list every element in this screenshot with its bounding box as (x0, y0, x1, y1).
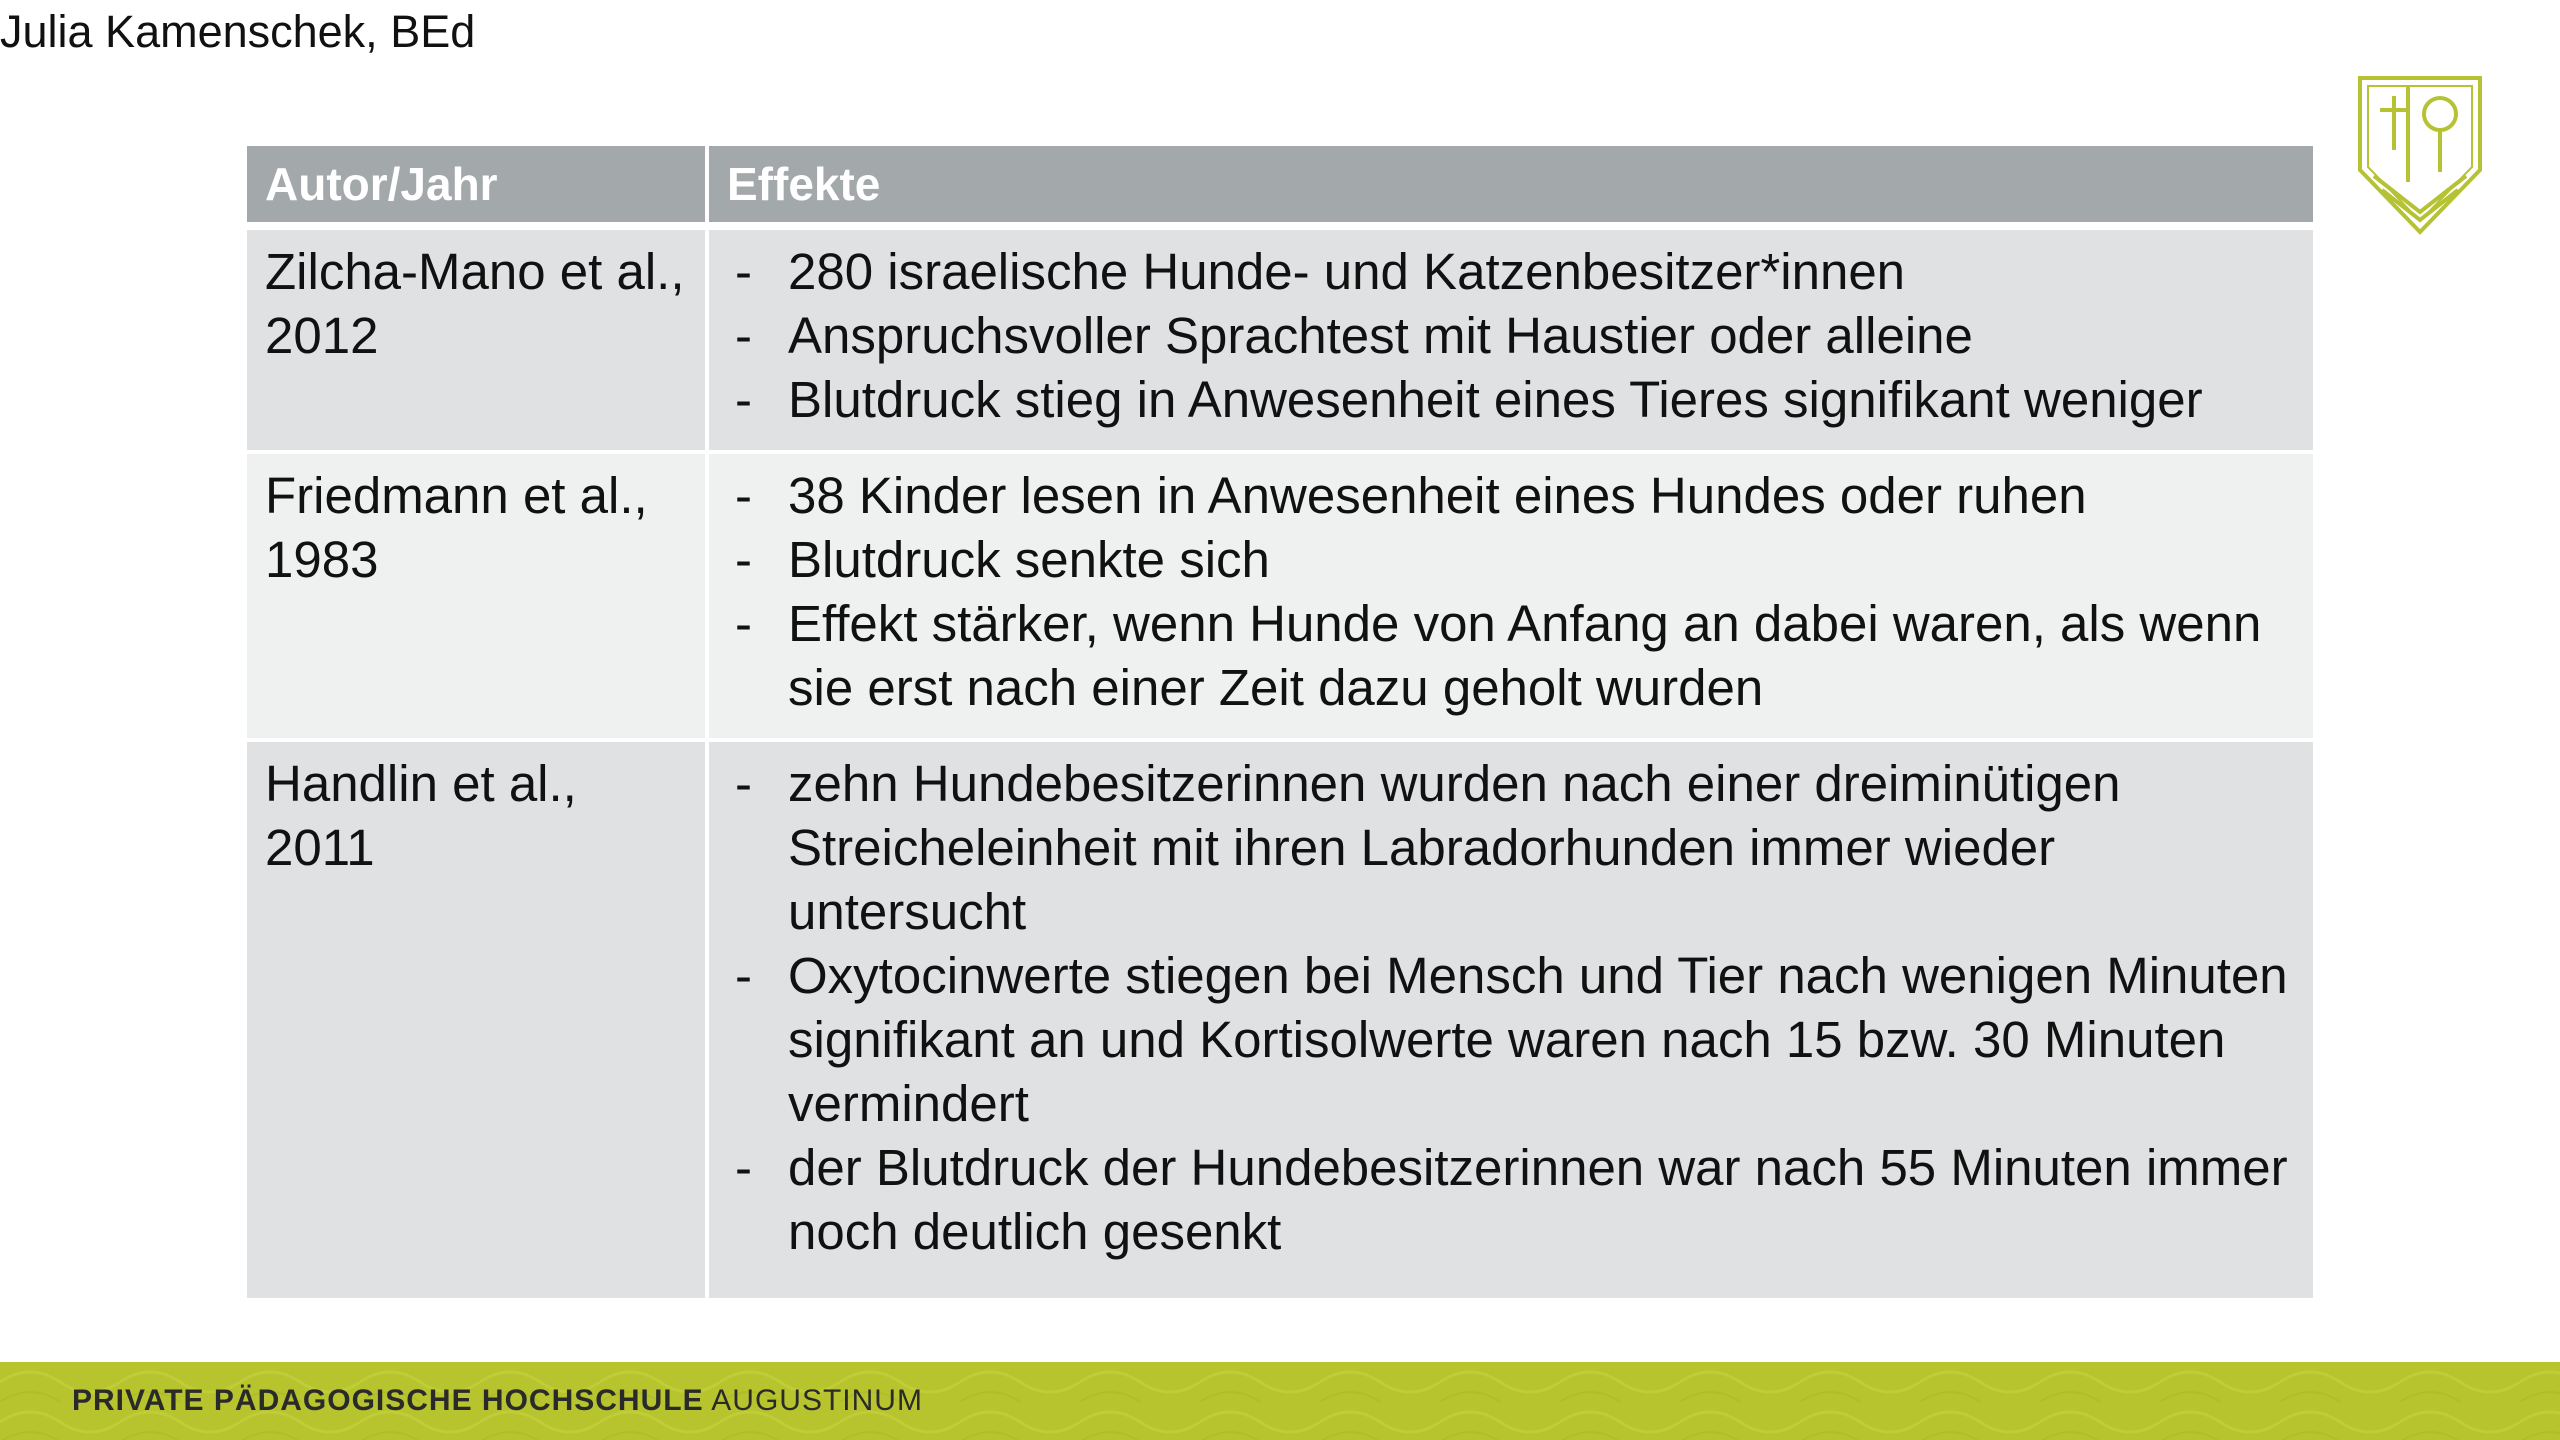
bullet-dash: - (735, 531, 752, 588)
author-year-cell: Handlin et al., 2011 (247, 740, 707, 1300)
effect-item (727, 464, 2295, 528)
effect-item (727, 304, 2295, 368)
effects-cell (707, 226, 2313, 452)
bullet-dash: - (735, 467, 752, 524)
effect-text: Blutdruck senkte sich (788, 531, 1270, 588)
author-year-cell: Friedmann et al., 1983 (247, 452, 707, 740)
effect-item (727, 592, 2295, 720)
bullet-dash: - (735, 243, 752, 300)
effect-text: Oxytocinwerte stiegen bei Mensch und Tier nach wenigen Minuten signifikant an und Kortisolwerte waren nach 15 bzw. 30 Minuten vermindert (788, 947, 2288, 1132)
bullet-dash: - (735, 307, 752, 364)
effects-cell (707, 452, 2313, 740)
effects-list (727, 240, 2295, 432)
bullet-dash: - (735, 755, 752, 812)
bullet-dash: - (735, 595, 752, 652)
column-header-author-year: Autor/Jahr (247, 146, 707, 226)
university-crest-icon (2354, 72, 2486, 238)
institution-name (72, 1362, 923, 1440)
studies-table (247, 146, 2313, 1302)
effect-item (727, 1136, 2295, 1264)
bullet-dash: - (735, 947, 752, 1004)
effects-list (727, 464, 2295, 720)
author-name: Julia Kamenschek, BEd (0, 6, 476, 57)
institution-name-light: AUGUSTINUM (711, 1384, 923, 1417)
effect-item (727, 240, 2295, 304)
bullet-dash: - (735, 371, 752, 428)
effect-text: Anspruchsvoller Sprachtest mit Haustier oder alleine (788, 307, 1973, 364)
effect-item (727, 944, 2295, 1136)
column-header-effects: Effekte (707, 146, 2313, 226)
effect-text: 38 Kinder lesen in Anwesenheit eines Hundes oder ruhen (788, 467, 2087, 524)
effect-text: der Blutdruck der Hundebesitzerinnen war nach 55 Minuten immer noch deutlich gesenkt (788, 1139, 2288, 1260)
table-row (247, 452, 2313, 740)
table-row (247, 740, 2313, 1300)
effect-text: zehn Hundebesitzerinnen wurden nach einer dreiminütigen Streicheleinheit mit ihren Labradorhunden immer wieder untersucht (788, 755, 2121, 940)
effect-item (727, 368, 2295, 432)
effect-text: Effekt stärker, wenn Hunde von Anfang an dabei waren, als wenn sie erst nach einer Zeit dazu geholt wurden (788, 595, 2262, 716)
effect-text: 280 israelische Hunde- und Katzenbesitzer*innen (788, 243, 1906, 300)
effect-item (727, 528, 2295, 592)
institution-name-bold: PRIVATE PÄDAGOGISCHE HOCHSCHULE (72, 1384, 704, 1417)
table-row (247, 226, 2313, 452)
effect-text: Blutdruck stieg in Anwesenheit eines Tieres signifikant weniger (788, 371, 2203, 428)
table-header-row (247, 146, 2313, 226)
footer-bar (0, 1362, 2560, 1440)
effects-list (727, 752, 2295, 1264)
bullet-dash: - (735, 1139, 752, 1196)
effects-cell (707, 740, 2313, 1300)
author-year-cell: Zilcha-Mano et al., 2012 (247, 226, 707, 452)
effect-item (727, 752, 2295, 944)
